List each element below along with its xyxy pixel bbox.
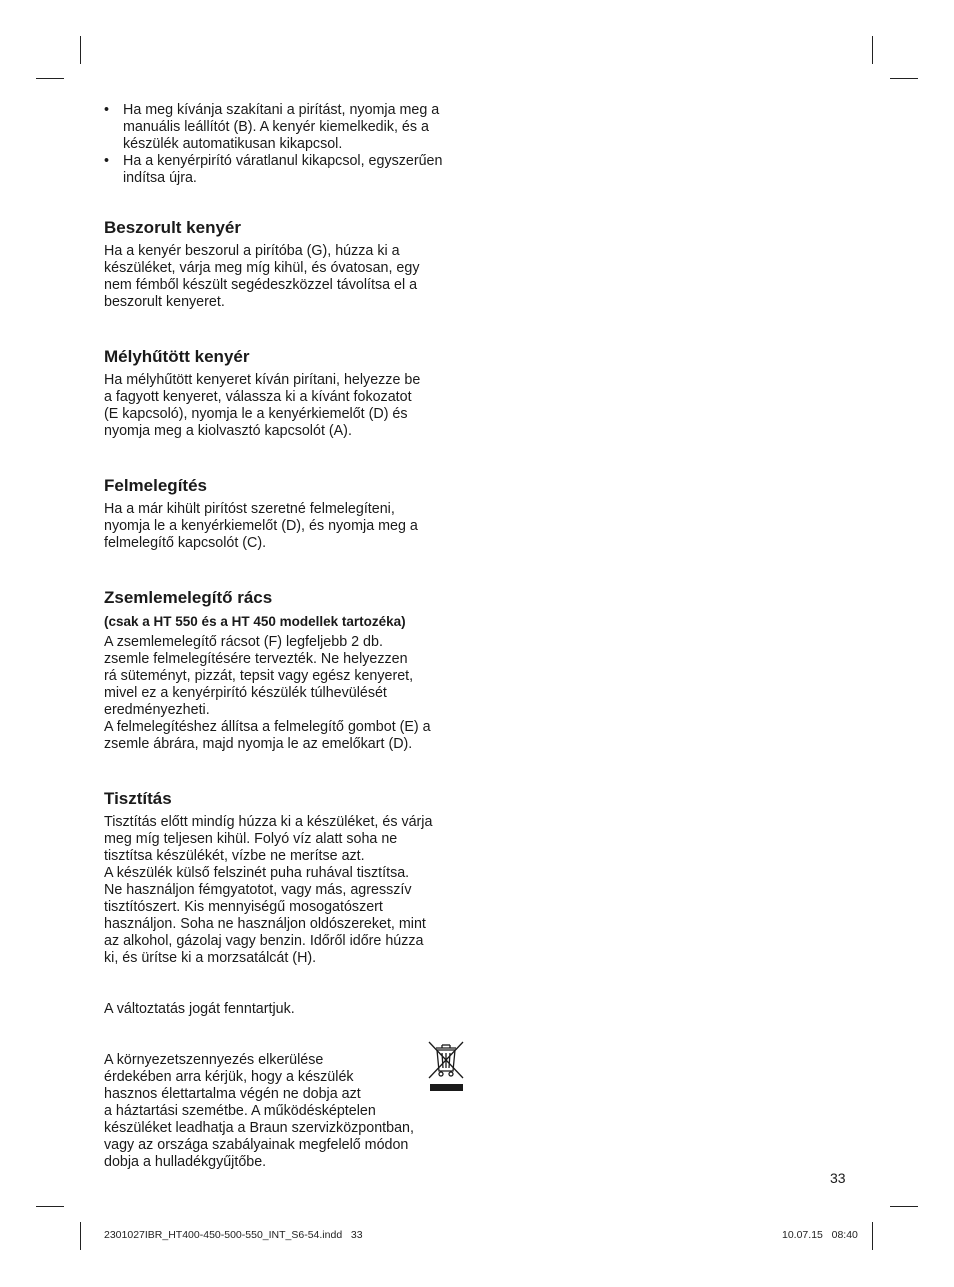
section-title: Mélyhűtött kenyér [104, 347, 250, 366]
section-bun-rack [104, 588, 469, 753]
section-title: Beszorult kenyér [104, 218, 241, 237]
crossed-out-wheelie-bin-icon [427, 1040, 465, 1092]
section-body: Tisztítás előtt mindíg húzza ki a készüléket, és várja meg míg teljesen kihül. Folyó víz alatt soha ne tisztítsa készülékét, vízbe ne merítse azt. A készülék külső felszinét puha ruhával tisztítsa. Ne használjon fémgyatotot, vagy más, agresszív tisztítószert. Kis mennyiségű mosogatószert használjon. Soha ne használjon oldószereket, mint az alkohol, gázolaj vagy benzin. Időről időre húzza ki, és ürítse ki a morzsatálcát (H). [104, 814, 433, 966]
change-notice: A változtatás jogát fenntartjuk. [104, 1001, 295, 1017]
section-body: Ha mélyhűtött kenyeret kíván pirítani, helyezze be a fagyott kenyeret, válassza ki a kívánt fokozatot (E kapcsoló), nyomja le a kenyérkiemelőt (D) és nyomja meg a kiolvasztó kapcsolót (A). [104, 372, 421, 439]
text-column [104, 102, 469, 1171]
list-item [104, 102, 469, 153]
bullet-text: Ha meg kívánja szakítani a pirítást, nyomja meg a manuális leállítót (B). A kenyér kiemelkedik, és a készülék automatikusan kikapcsol. [123, 102, 440, 152]
section-body: Ha a már kihült pirítóst szeretné felmelegíteni, nyomja le a kenyérkiemelőt (D), és nyomja meg a felmelegítő kapcsolót (C). [104, 501, 418, 551]
section-reheat [104, 476, 469, 552]
crop-mark [890, 1206, 918, 1207]
section-body: Ha a kenyér beszorul a pirítóba (G), húzza ki a készüléket, várja meg míg kihül, és óvatosan, egy nem fémből készült segédeszközzel távolítsa el a beszorult kenyeret. [104, 243, 420, 310]
crop-mark [872, 36, 873, 64]
section-body: A zsemlemelegítő rácsot (F) legfeljebb 2 db. zsemle felmelegítésére tervezték. Ne helyezzen rá süteményt, pizzát, tepsit vagy egész kenyeret, mivel ez a kenyérpirító készülék túlhevülését eredményezheti. A felmelegítéshez állítsa a felmelegítő gombot (E) a zsemle ábrára, majd nyomja le az emelőkart (D). [104, 634, 431, 752]
list-item [104, 153, 469, 187]
crop-mark [80, 1222, 81, 1250]
section-title: Felmelegítés [104, 476, 207, 495]
section-frozen-bread [104, 347, 469, 440]
crop-mark [890, 78, 918, 79]
crop-mark [872, 1222, 873, 1250]
section-stuck-bread [104, 218, 469, 311]
page-number: 33 [830, 1170, 846, 1186]
section-subtitle: (csak a HT 550 és a HT 450 modellek tartozéka) [104, 614, 406, 629]
crop-mark [36, 78, 64, 79]
crop-mark [80, 36, 81, 64]
bullet-text: Ha a kenyérpirító váratlanul kikapcsol, egyszerűen indítsa újra. [123, 153, 443, 186]
bullet-dot: • [104, 153, 110, 169]
crop-mark [36, 1206, 64, 1207]
section-cleaning [104, 789, 469, 967]
section-title: Tisztítás [104, 789, 172, 808]
environment-notice: A környezetszennyezés elkerülése érdekében arra kérjük, hogy a készülék hasznos élettartalma végén ne dobja azt a háztartási szemétbe. A működésképtelen készüléket leadhatja a Braun szervizközpontban, vagy az országa szabályainak megfelelő módon dobja a hulladékgyűjtőbe. [104, 1052, 414, 1170]
bullet-dot: • [104, 102, 110, 118]
footer-file-info: 2301027IBR_HT400-450-500-550_INT_S6-54.indd 33 [104, 1229, 363, 1241]
section-title: Zsemlemelegítő rács [104, 588, 273, 607]
footer-timestamp: 10.07.15 08:40 [782, 1229, 858, 1241]
bullet-list [104, 102, 469, 187]
